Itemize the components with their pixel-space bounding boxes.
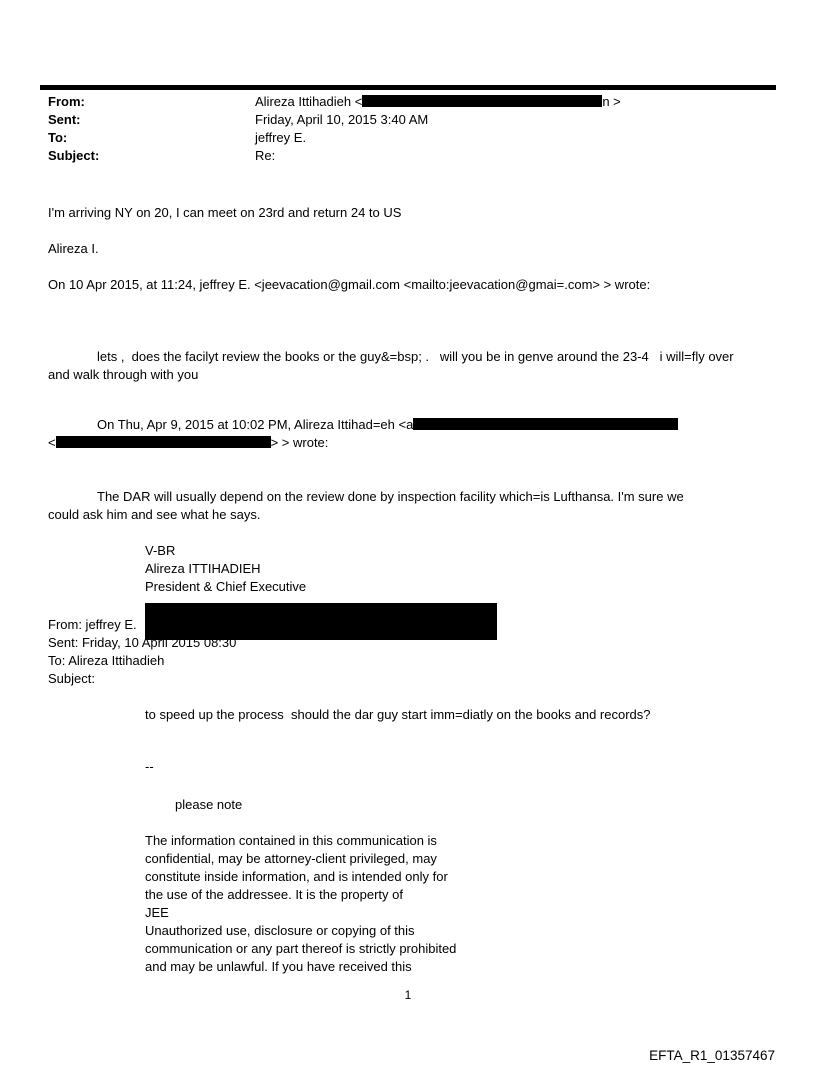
header-value-sent: Friday, April 10, 2015 3:40 AM: [255, 112, 429, 127]
quote1-line: lets , does the facilyt review the books or the guy&=bsp; . will you be in genve around the 23-4 i will=fly over: [97, 349, 734, 364]
forward-subject-line: Subject:: [48, 671, 95, 686]
header-label-sent: Sent:: [48, 112, 81, 127]
bates-number: EFTA_R1_01357467: [649, 1048, 775, 1063]
forward-to-line: To: Alireza Ittihadieh: [48, 653, 165, 668]
question-line: to speed up the process should the dar guy start imm=diatly on the books and records?: [145, 707, 651, 722]
signature-dashes: --: [145, 759, 154, 774]
redaction-bar: [56, 436, 271, 448]
header-value-from: [255, 93, 621, 111]
quote1-header: On 10 Apr 2015, at 11:24, jeffrey E. <jeevacation@gmail.com <mailto:jeevacation@gmai=.com> > wrote:: [48, 277, 651, 292]
quote2-header2-pre: <: [48, 435, 56, 450]
header-label-to: To:: [48, 130, 68, 145]
signature-vbr: V-BR: [145, 543, 176, 558]
disclaimer-line: JEE: [145, 905, 169, 920]
header-row-sent: [48, 111, 786, 129]
header-value-to: jeffrey E.: [255, 130, 307, 145]
header-value-subject: Re:: [255, 148, 276, 163]
disclaimer-line: the use of the addressee. It is the property of: [145, 887, 403, 902]
signature-name: Alireza ITTIHADIEH: [145, 561, 261, 576]
quote2-line: The DAR will usually depend on the review done by inspection facility which=is Lufthansa. I'm sure we: [97, 489, 684, 504]
quote2-header2-post: > > wrote:: [270, 435, 329, 450]
please-note-line: please note: [175, 797, 243, 812]
quote2-header-pre: On Thu, Apr 9, 2015 at 10:02 PM, Alireza Ittihad=eh <a: [97, 417, 414, 432]
from-value-pre: Alireza Ittihadieh <: [255, 94, 363, 109]
email-body-line: I'm arriving NY on 20, I can meet on 23rd and return 24 to US: [48, 205, 402, 220]
signature-title: President & Chief Executive: [145, 579, 307, 594]
forward-from-line: From: jeffrey E.: [48, 617, 137, 632]
forward-sent-line: Sent: Friday, 10 April 2015 08:30: [48, 635, 237, 650]
header-row-to: [48, 129, 786, 147]
disclaimer-line: constitute inside information, and is intended only for: [145, 869, 448, 884]
header-label-from: From:: [48, 94, 85, 109]
redaction-bar: [362, 95, 602, 107]
quote2-header-line2: [48, 434, 786, 452]
disclaimer-line: confidential, may be attorney-client privileged, may: [145, 851, 437, 866]
disclaimer-line: communication or any part thereof is strictly prohibited: [145, 941, 457, 956]
email-content: [48, 93, 786, 976]
header-label-subject: Subject:: [48, 148, 100, 163]
quote2-header: [97, 416, 786, 434]
quote1-line: and walk through with you: [48, 367, 199, 382]
quote2-line: could ask him and see what he says.: [48, 507, 261, 522]
signature-short: Alireza I.: [48, 241, 99, 256]
disclaimer-line: Unauthorized use, disclosure or copying of this: [145, 923, 415, 938]
disclaimer-line: The information contained in this communication is: [145, 833, 437, 848]
header-row-from: [48, 93, 786, 111]
top-divider-rule: [40, 85, 776, 90]
redaction-bar: [413, 418, 678, 430]
page-number: 1: [404, 988, 412, 1002]
header-row-subject: [48, 147, 786, 165]
from-value-post: n >: [602, 94, 621, 109]
disclaimer-line: and may be unlawful. If you have received this: [145, 959, 412, 974]
